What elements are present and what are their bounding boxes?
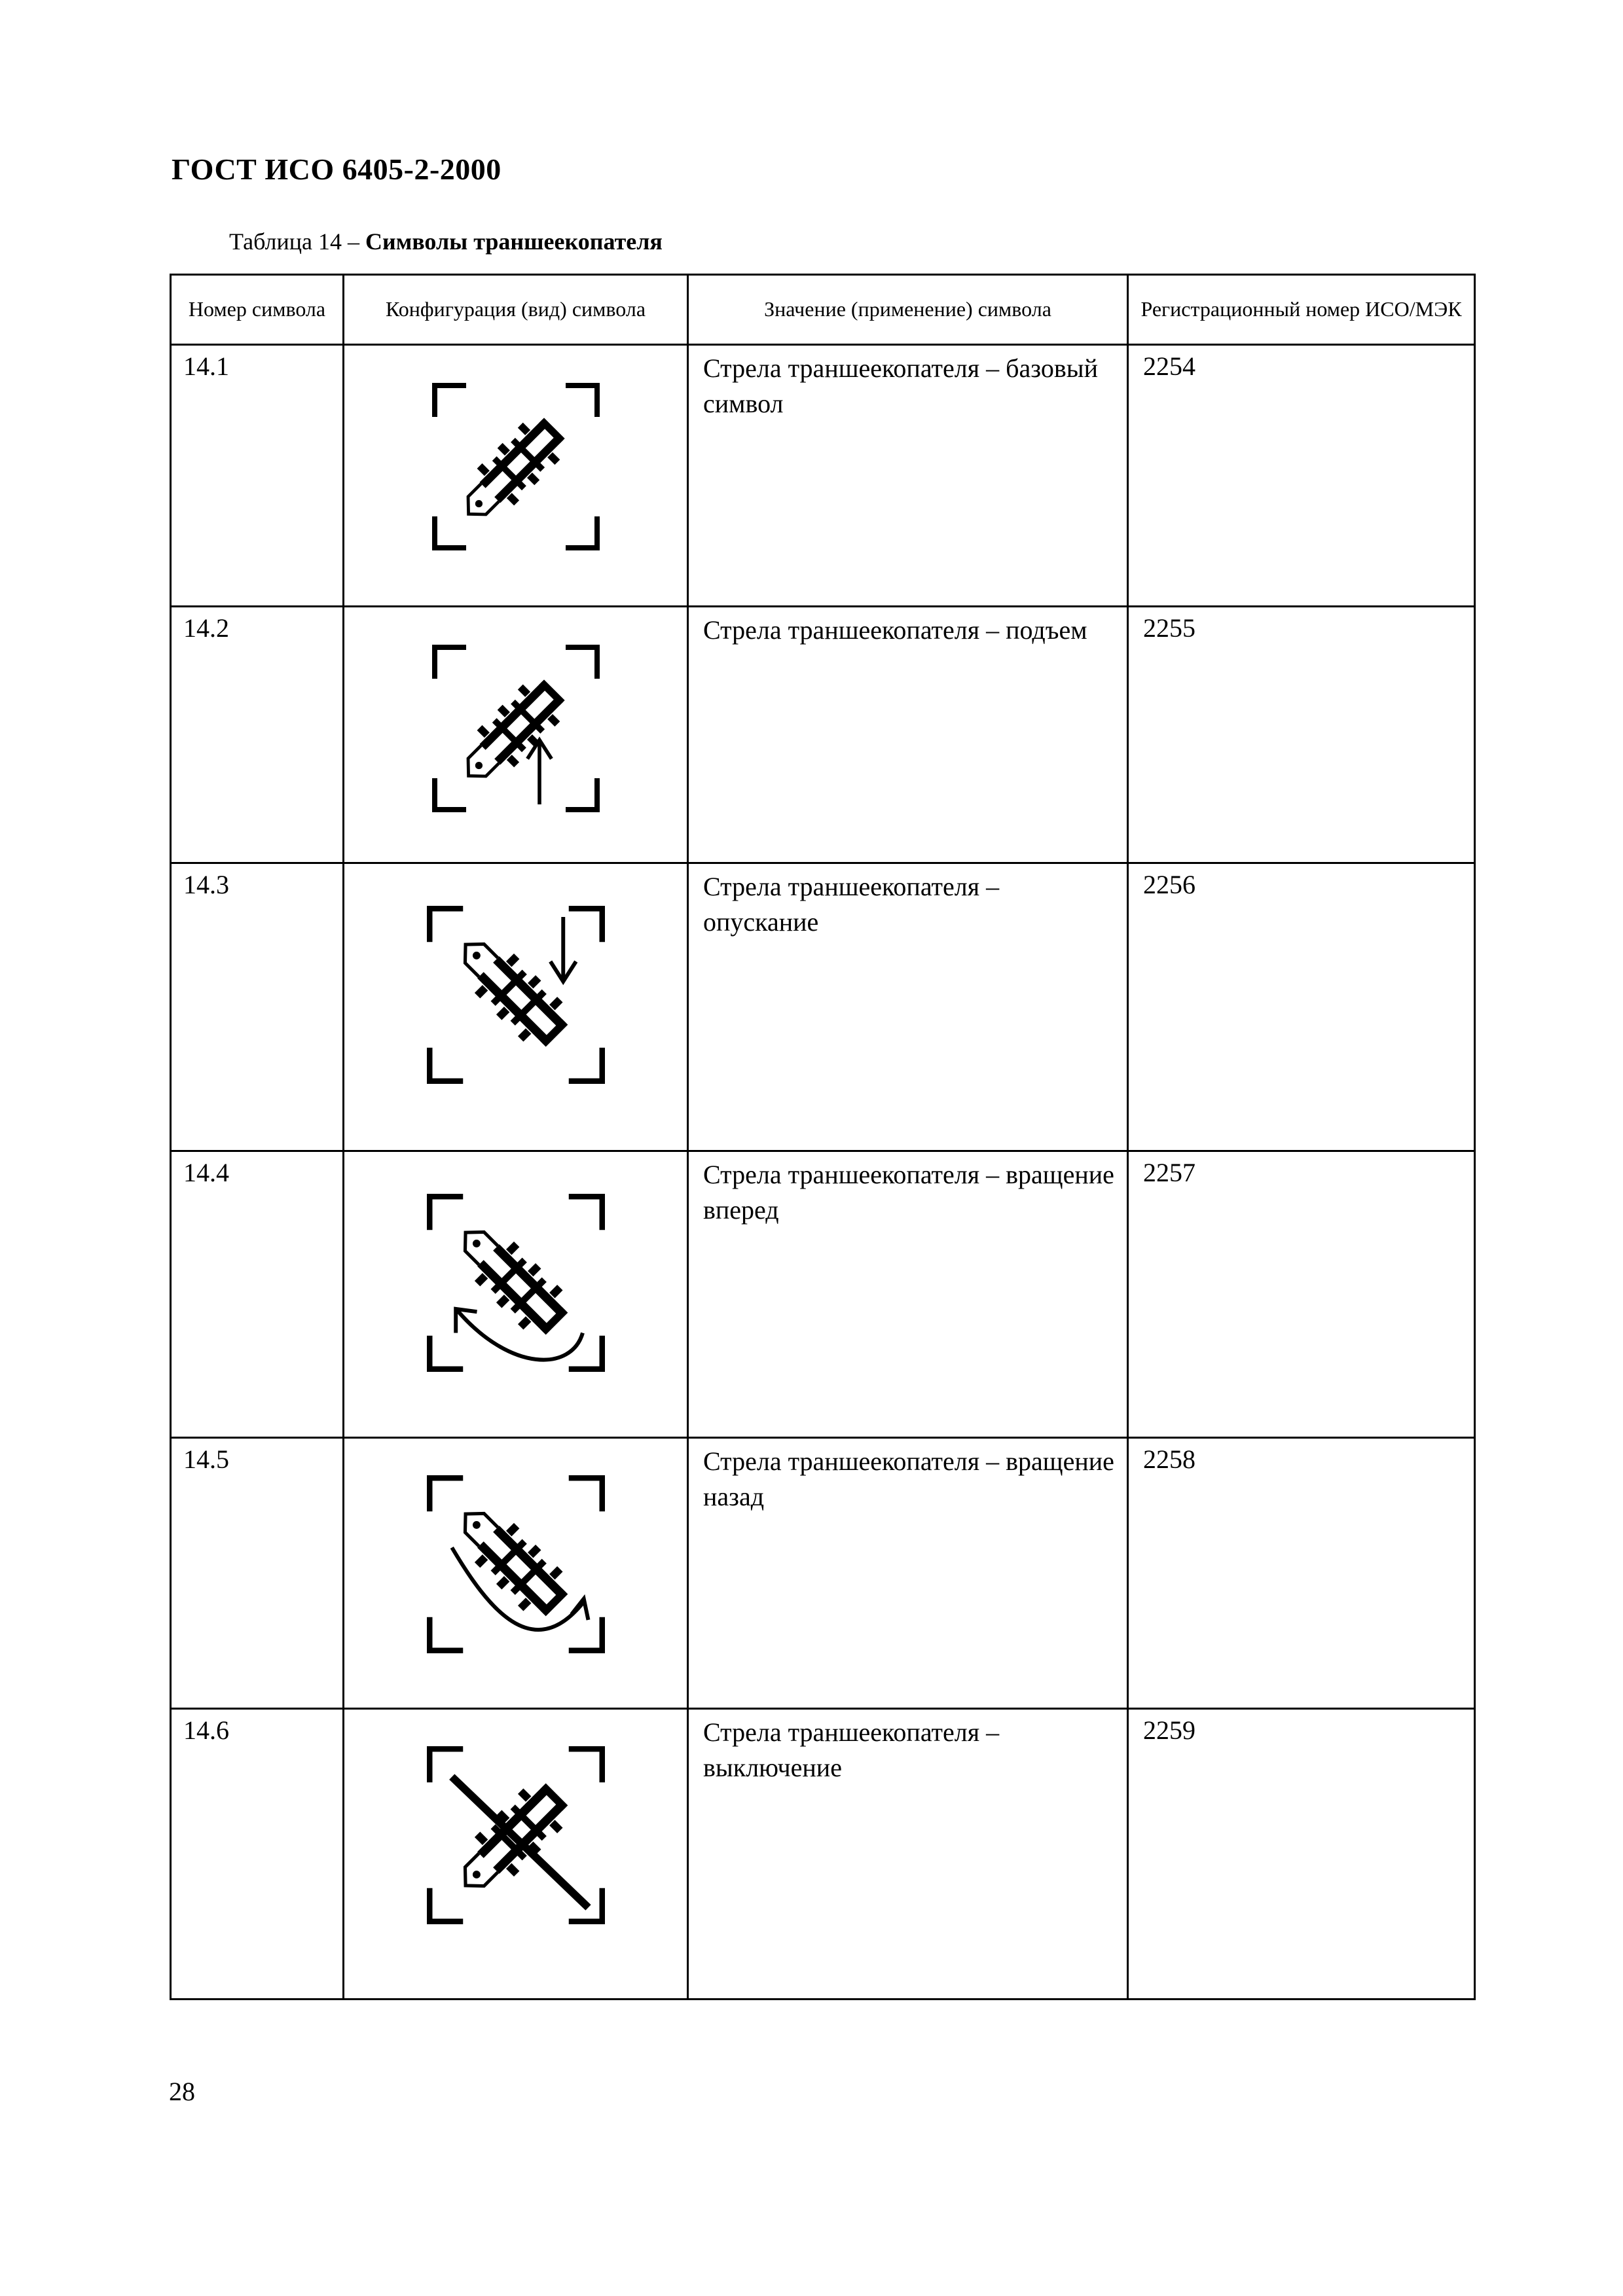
table-row xyxy=(171,1151,1475,1438)
caption-prefix: Таблица 14 – xyxy=(229,228,365,255)
symbol-configuration xyxy=(344,607,688,863)
symbol-meaning: Стрела траншеекопателя – выключение xyxy=(688,1709,1128,2000)
document-title: ГОСТ ИСО 6405-2-2000 xyxy=(172,152,501,186)
symbol-number: 14.6 xyxy=(171,1709,344,2000)
registration-number: 2255 xyxy=(1128,607,1475,863)
trencher-boom-rotate-forward-icon xyxy=(405,1172,627,1394)
registration-number: 2257 xyxy=(1128,1151,1475,1438)
symbol-configuration xyxy=(344,863,688,1151)
symbol-configuration xyxy=(344,1151,688,1438)
symbol-number: 14.1 xyxy=(171,345,344,607)
table-row xyxy=(171,607,1475,863)
registration-number: 2256 xyxy=(1128,863,1475,1151)
page-number: 28 xyxy=(169,2077,195,2106)
registration-number: 2254 xyxy=(1128,345,1475,607)
trencher-boom-basic-icon xyxy=(411,362,621,571)
column-header-number: Номер символа xyxy=(171,275,344,345)
trencher-boom-lower-icon xyxy=(405,884,627,1106)
column-header-meaning: Значение (применение) символа xyxy=(688,275,1128,345)
symbol-configuration xyxy=(344,1438,688,1709)
symbol-number: 14.5 xyxy=(171,1438,344,1709)
symbol-configuration xyxy=(344,1709,688,2000)
table-row xyxy=(171,863,1475,1151)
registration-number: 2258 xyxy=(1128,1438,1475,1709)
symbol-meaning: Стрела траншеекопателя – вращение вперед xyxy=(688,1151,1128,1438)
symbol-configuration xyxy=(344,345,688,607)
symbol-meaning: Стрела траншеекопателя – опускание xyxy=(688,863,1128,1151)
symbol-meaning: Стрела траншеекопателя – подъем xyxy=(688,607,1128,863)
registration-number: 2259 xyxy=(1128,1709,1475,2000)
table-row xyxy=(171,345,1475,607)
symbol-number: 14.3 xyxy=(171,863,344,1151)
column-header-configuration: Конфигурация (вид) символа xyxy=(344,275,688,345)
symbol-number: 14.2 xyxy=(171,607,344,863)
symbol-meaning: Стрела траншеекопателя – базовый символ xyxy=(688,345,1128,607)
table-row xyxy=(171,1709,1475,2000)
column-header-registration: Регистрационный номер ИСО/МЭК xyxy=(1128,275,1475,345)
caption-title: Символы траншеекопателя xyxy=(365,228,663,255)
trencher-boom-rotate-backward-icon xyxy=(405,1453,627,1676)
trencher-boom-raise-icon xyxy=(411,624,621,833)
table-row xyxy=(171,1438,1475,1709)
table-caption xyxy=(229,228,663,255)
symbols-table xyxy=(170,274,1476,2000)
symbol-number: 14.4 xyxy=(171,1151,344,1438)
trencher-boom-disengage-icon xyxy=(405,1724,627,1946)
symbol-meaning: Стрела траншеекопателя – вращение назад xyxy=(688,1438,1128,1709)
table-header-row xyxy=(171,275,1475,345)
